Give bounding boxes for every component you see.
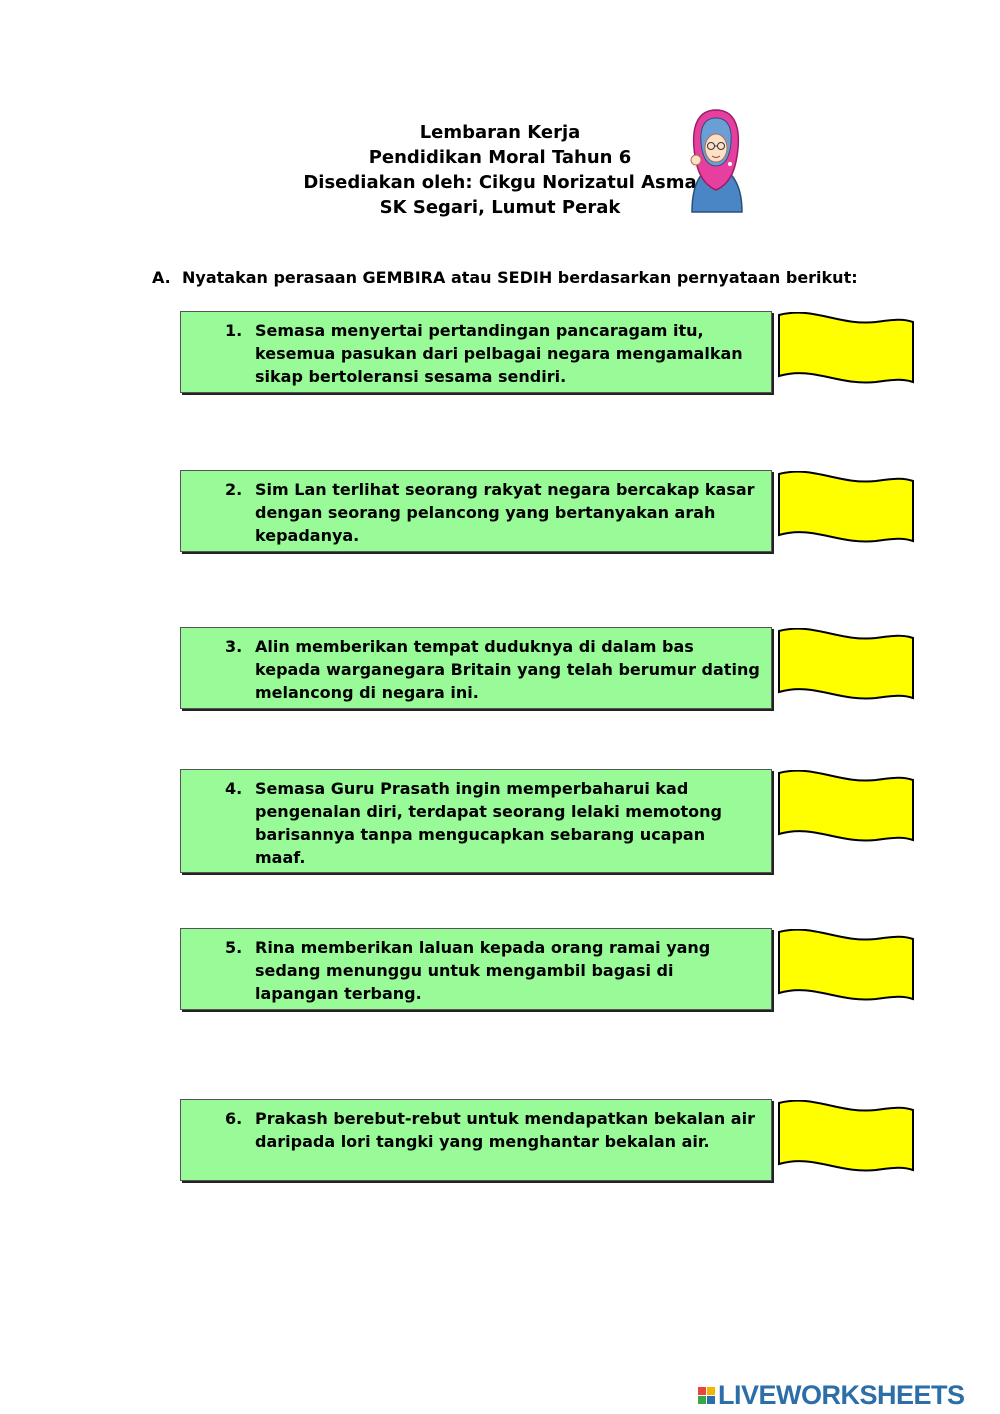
question-number: 4. bbox=[225, 779, 243, 798]
question-box-1 bbox=[180, 311, 772, 393]
teacher-illustration-icon bbox=[686, 108, 746, 214]
liveworksheets-logo bbox=[698, 1380, 965, 1410]
question-text: Alin memberikan tempat duduknya di dalam bas kepada warganegara Britain yang telah berumur dating melancong di negara ini. bbox=[255, 637, 760, 702]
question-text: Rina memberikan laluan kepada orang ramai yang sedang menunggu untuk mengambil bagasi di lapangan terbang. bbox=[255, 938, 711, 1003]
answer-flag-2[interactable] bbox=[776, 471, 916, 551]
question-number: 3. bbox=[225, 637, 243, 656]
worksheet-header bbox=[250, 120, 750, 220]
question-box-4 bbox=[180, 769, 772, 873]
question-box-5 bbox=[180, 928, 772, 1010]
worksheet-title: Lembaran Kerja bbox=[419, 122, 581, 143]
answer-flag-3[interactable] bbox=[776, 628, 916, 708]
question-box-3 bbox=[180, 627, 772, 709]
question-number: 6. bbox=[225, 1109, 243, 1128]
question-box-2 bbox=[180, 470, 772, 552]
section-letter: A. bbox=[152, 268, 171, 287]
question-text: Semasa Guru Prasath ingin memperbaharui kad pengenalan diri, terdapat seorang lelaki memotong barisannya tanpa mengucapkan sebarang ucapan maaf. bbox=[255, 779, 722, 867]
question-text: Prakash berebut-rebut untuk mendapatkan bekalan air daripada lori tangki yang menghantar bekalan air. bbox=[255, 1109, 755, 1151]
question-text: Sim Lan terlihat seorang rakyat negara bercakap kasar dengan seorang pelancong yang bertanyakan arah kepadanya. bbox=[255, 480, 755, 545]
worksheet-school: SK Segari, Lumut Perak bbox=[379, 197, 621, 218]
question-box-6 bbox=[180, 1099, 772, 1181]
logo-text: LIVEWORKSHEETS bbox=[718, 1379, 965, 1410]
worksheet-author: Disediakan oleh: Cikgu Norizatul Asma bbox=[303, 172, 697, 193]
liveworksheets-mark-icon bbox=[698, 1387, 715, 1404]
instruction-text: Nyatakan perasaan GEMBIRA atau SEDIH berdasarkan pernyataan berikut: bbox=[182, 268, 858, 287]
answer-flag-6[interactable] bbox=[776, 1100, 916, 1180]
worksheet-subject: Pendidikan Moral Tahun 6 bbox=[368, 147, 632, 168]
question-number: 5. bbox=[225, 938, 243, 957]
answer-flag-1[interactable] bbox=[776, 312, 916, 392]
question-number: 1. bbox=[225, 321, 243, 340]
section-instruction bbox=[152, 268, 858, 287]
question-text: Semasa menyertai pertandingan pancaragam itu, kesemua pasukan dari pelbagai negara mengamalkan sikap bertoleransi sesama sendiri. bbox=[255, 321, 743, 386]
answer-flag-5[interactable] bbox=[776, 929, 916, 1009]
question-number: 2. bbox=[225, 480, 243, 499]
answer-flag-4[interactable] bbox=[776, 770, 916, 850]
